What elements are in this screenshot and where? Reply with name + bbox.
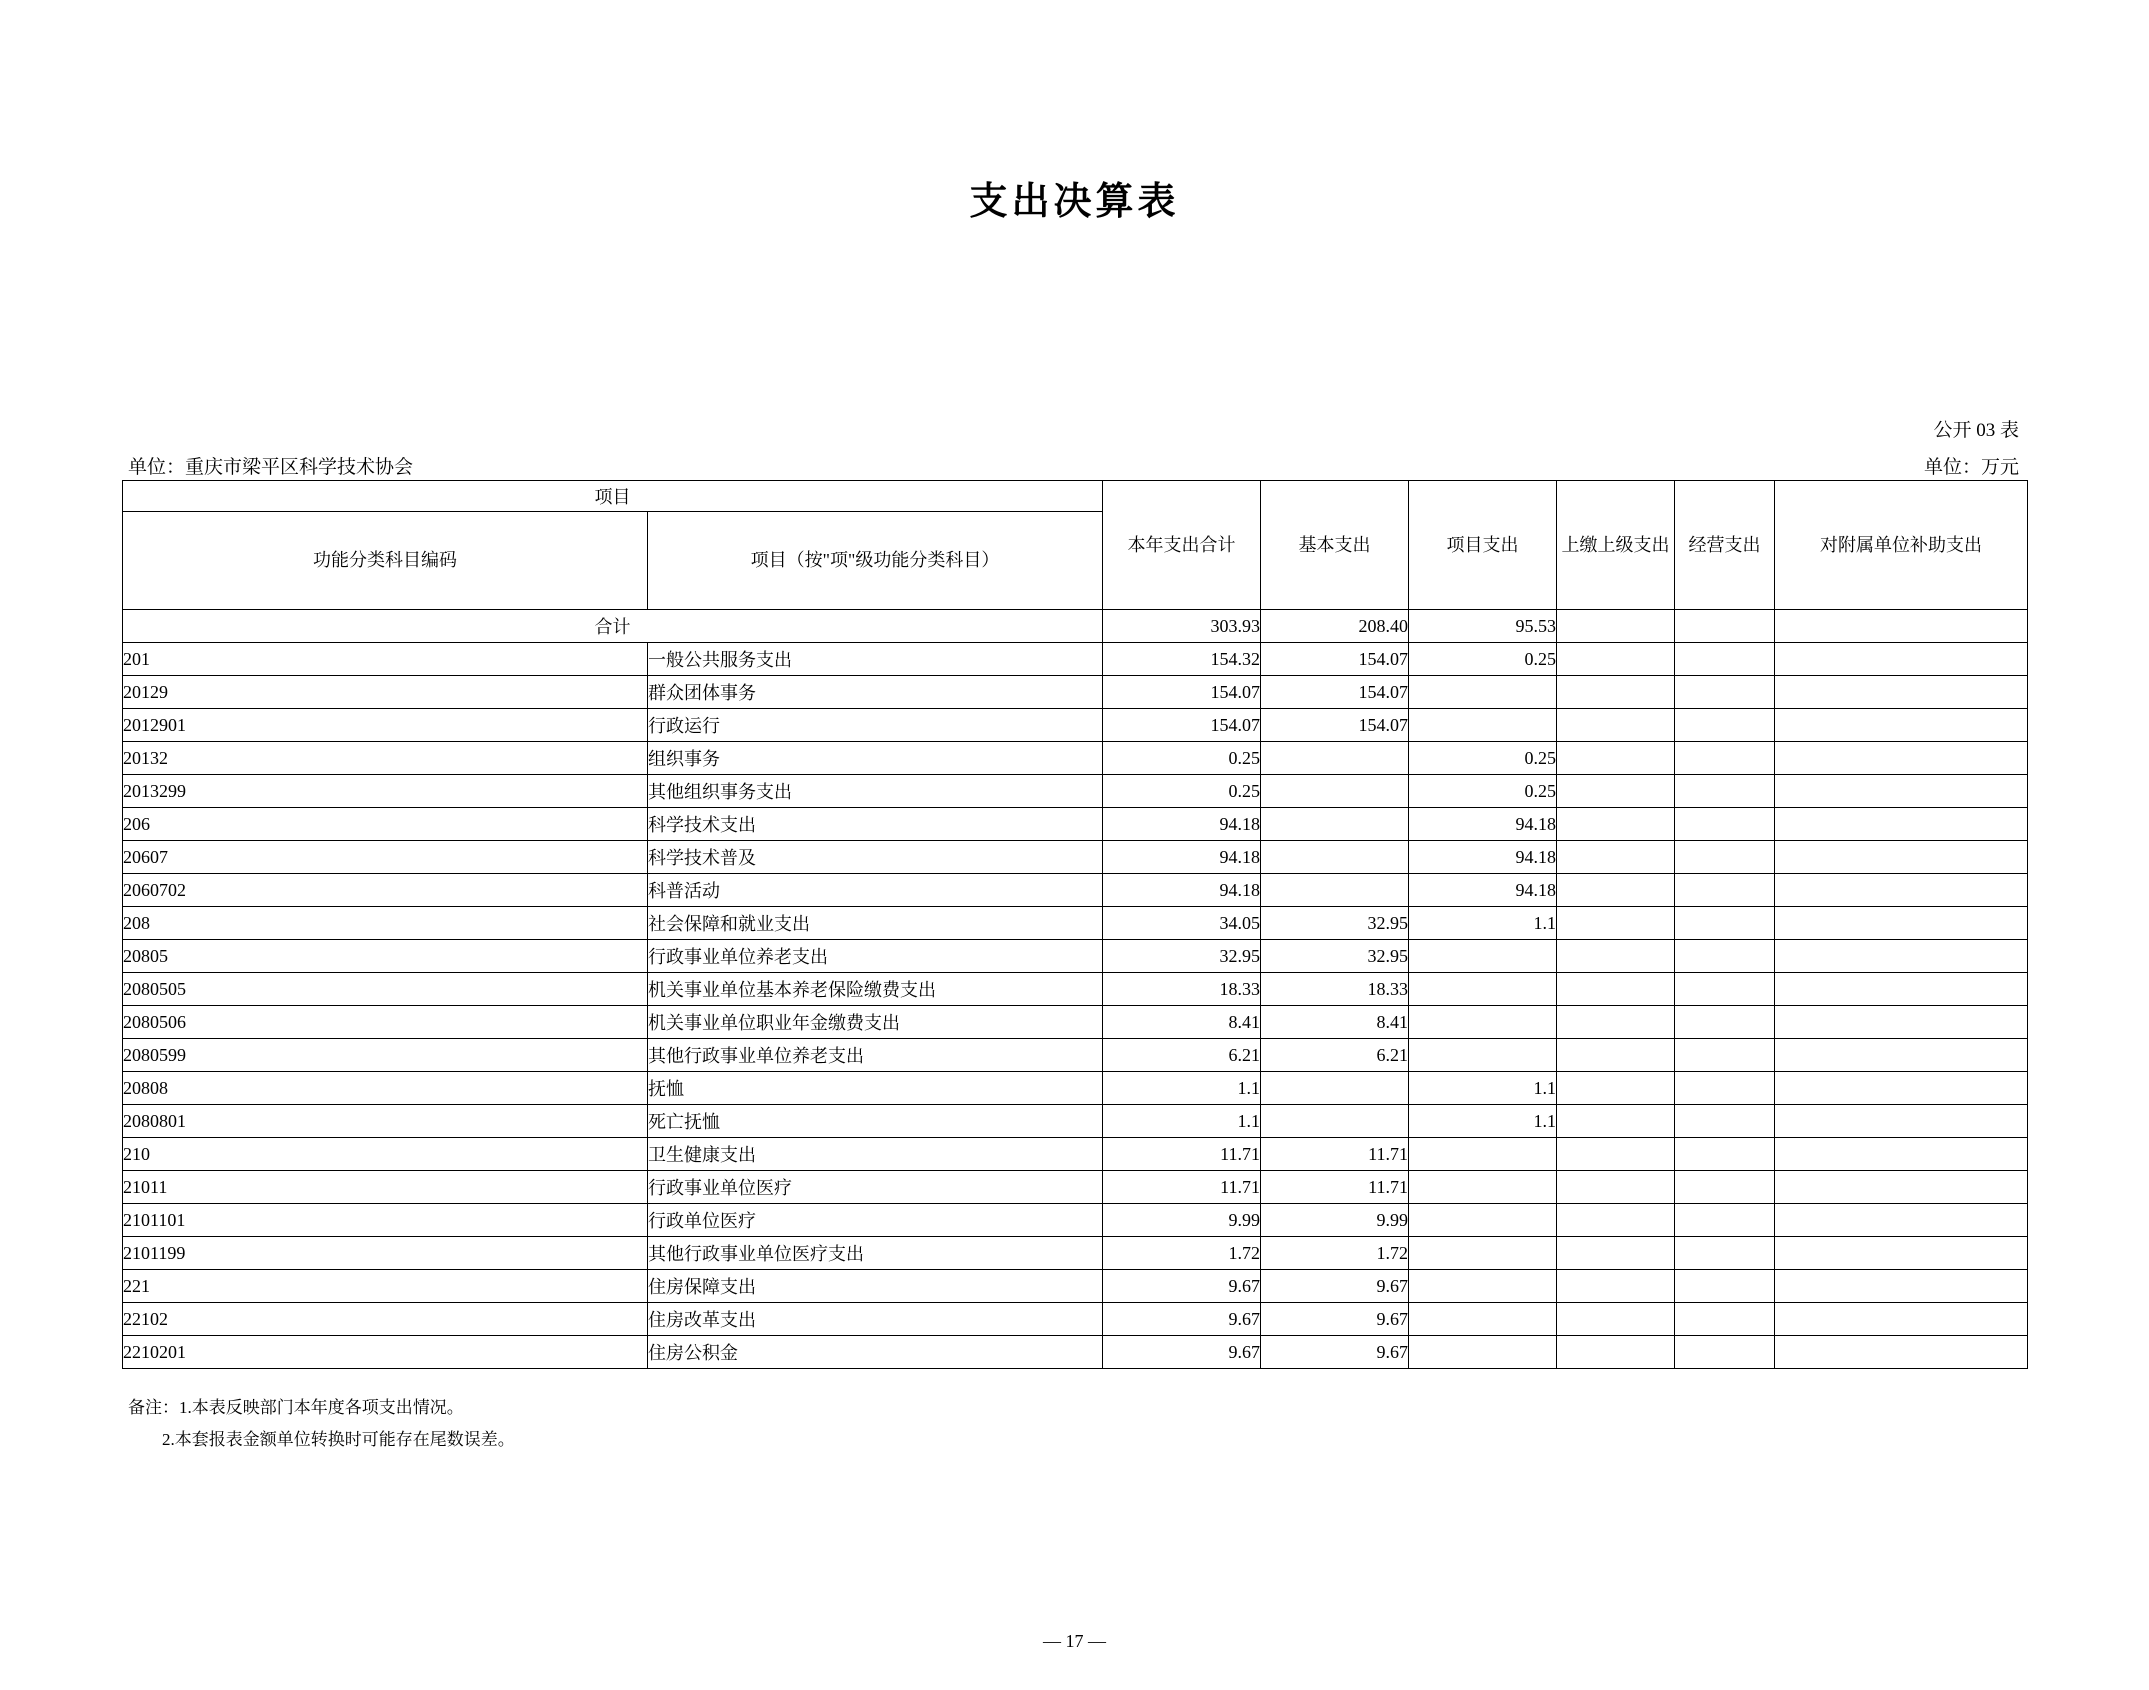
cell-item-name: 机关事业单位职业年金缴费支出 [648,1006,1103,1039]
cell-project [1409,940,1557,973]
cell-project: 1.1 [1409,907,1557,940]
cell-total: 9.67 [1103,1336,1261,1369]
cell-basic [1261,841,1409,874]
cell-item-name: 科普活动 [648,874,1103,907]
cell-operating [1675,907,1775,940]
header-operating: 经营支出 [1675,481,1775,610]
cell-item-name: 社会保障和就业支出 [648,907,1103,940]
cell-project [1409,1237,1557,1270]
document-page [0,170,2149,1690]
header-subsidy: 对附属单位补助支出 [1775,481,2028,610]
cell-operating [1675,610,1775,643]
cell-upper-level [1557,742,1675,775]
cell-basic [1261,874,1409,907]
table-row [123,1303,2028,1336]
cell-item-name: 住房公积金 [648,1336,1103,1369]
cell-subsidy [1775,1204,2028,1237]
cell-function-code: 2101199 [123,1237,648,1270]
cell-basic: 8.41 [1261,1006,1409,1039]
cell-subsidy [1775,709,2028,742]
table-row [123,610,2028,643]
cell-basic: 6.21 [1261,1039,1409,1072]
cell-project [1409,1303,1557,1336]
cell-basic: 18.33 [1261,973,1409,1006]
cell-item-name: 住房改革支出 [648,1303,1103,1336]
table-row [123,808,2028,841]
table-row [123,775,2028,808]
cell-project [1409,709,1557,742]
cell-total: 8.41 [1103,1006,1261,1039]
cell-upper-level [1557,841,1675,874]
cell-project [1409,1171,1557,1204]
cell-basic: 154.07 [1261,709,1409,742]
cell-basic [1261,742,1409,775]
form-label: 公开 03 表 [1933,420,2019,441]
cell-upper-level [1557,874,1675,907]
cell-subsidy [1775,808,2028,841]
cell-total: 9.67 [1103,1303,1261,1336]
cell-operating [1675,1204,1775,1237]
cell-upper-level [1557,1237,1675,1270]
cell-function-code: 2013299 [123,775,648,808]
amount-unit-label: 单位：万元 [1923,457,2019,478]
cell-subsidy [1775,610,2028,643]
cell-operating [1675,841,1775,874]
cell-basic [1261,1105,1409,1138]
cell-function-code: 2080505 [123,973,648,1006]
cell-project [1409,1270,1557,1303]
cell-subsidy [1775,1072,2028,1105]
cell-operating [1675,1105,1775,1138]
cell-subsidy [1775,1237,2028,1270]
cell-subsidy [1775,1171,2028,1204]
cell-basic: 11.71 [1261,1138,1409,1171]
header-upper-level: 上缴上级支出 [1557,481,1675,610]
cell-total: 11.71 [1103,1171,1261,1204]
table-row [123,643,2028,676]
cell-operating [1675,709,1775,742]
cell-project [1409,676,1557,709]
cell-project [1409,1039,1557,1072]
cell-item-name: 群众团体事务 [648,676,1103,709]
cell-item-name: 行政单位医疗 [648,1204,1103,1237]
cell-upper-level [1557,1336,1675,1369]
cell-function-code: 20129 [123,676,648,709]
cell-operating [1675,676,1775,709]
cell-upper-level [1557,1006,1675,1039]
header-total: 本年支出合计 [1103,481,1261,610]
cell-total: 154.07 [1103,676,1261,709]
cell-subsidy [1775,940,2028,973]
cell-operating [1675,742,1775,775]
table-row [123,1270,2028,1303]
table-row [123,1138,2028,1171]
cell-project: 94.18 [1409,808,1557,841]
cell-operating [1675,1138,1775,1171]
cell-function-code: 22102 [123,1303,648,1336]
note-line-1: 备注：1.本表反映部门本年度各项支出情况。 [128,1398,464,1417]
cell-total: 0.25 [1103,775,1261,808]
cell-basic: 9.67 [1261,1303,1409,1336]
cell-operating [1675,1039,1775,1072]
cell-project: 0.25 [1409,775,1557,808]
cell-upper-level [1557,676,1675,709]
table-row [123,973,2028,1006]
cell-operating [1675,1171,1775,1204]
table-row [123,874,2028,907]
cell-function-code: 2060702 [123,874,648,907]
cell-item-name: 科学技术普及 [648,841,1103,874]
cell-subsidy [1775,1105,2028,1138]
cell-project [1409,1006,1557,1039]
cell-function-code: 20805 [123,940,648,973]
cell-upper-level [1557,610,1675,643]
cell-subsidy [1775,775,2028,808]
table-body [123,610,2028,1369]
cell-upper-level [1557,1138,1675,1171]
cell-item-name: 组织事务 [648,742,1103,775]
cell-upper-level [1557,775,1675,808]
cell-project: 0.25 [1409,742,1557,775]
cell-item-name: 卫生健康支出 [648,1138,1103,1171]
cell-subsidy [1775,1303,2028,1336]
cell-basic: 9.99 [1261,1204,1409,1237]
cell-operating [1675,940,1775,973]
header-function-code: 功能分类科目编码 [123,512,648,610]
cell-item-name: 死亡抚恤 [648,1105,1103,1138]
table-row [123,742,2028,775]
cell-function-code: 2080801 [123,1105,648,1138]
cell-total: 18.33 [1103,973,1261,1006]
table-row [123,1204,2028,1237]
cell-total: 154.07 [1103,709,1261,742]
table-row [123,907,2028,940]
table-row [123,940,2028,973]
cell-subsidy [1775,676,2028,709]
cell-item-name: 抚恤 [648,1072,1103,1105]
page-number: — 17 — [1043,1631,1106,1651]
cell-basic [1261,808,1409,841]
cell-upper-level [1557,973,1675,1006]
cell-upper-level [1557,709,1675,742]
cell-item-name: 行政事业单位养老支出 [648,940,1103,973]
cell-item-name: 住房保障支出 [648,1270,1103,1303]
cell-total: 303.93 [1103,610,1261,643]
cell-operating [1675,808,1775,841]
cell-item-name: 一般公共服务支出 [648,643,1103,676]
table-row [123,1006,2028,1039]
cell-project: 0.25 [1409,643,1557,676]
cell-total: 9.99 [1103,1204,1261,1237]
cell-upper-level [1557,1270,1675,1303]
cell-total: 9.67 [1103,1270,1261,1303]
cell-basic: 154.07 [1261,676,1409,709]
cell-project: 1.1 [1409,1105,1557,1138]
cell-function-code: 221 [123,1270,648,1303]
cell-basic [1261,1072,1409,1105]
cell-total: 32.95 [1103,940,1261,973]
header-item-name: 项目（按"项"级功能分类科目） [648,512,1103,610]
organization-label: 单位：重庆市梁平区科学技术协会 [128,457,414,478]
cell-total: 1.72 [1103,1237,1261,1270]
page-title: 支出决算表 [969,181,1180,223]
table-row [123,841,2028,874]
cell-operating [1675,775,1775,808]
cell-basic: 154.07 [1261,643,1409,676]
cell-total: 94.18 [1103,808,1261,841]
cell-upper-level [1557,1105,1675,1138]
cell-function-code: 206 [123,808,648,841]
cell-operating [1675,1336,1775,1369]
cell-total-label: 合计 [123,610,1103,643]
header-group-project: 项目 [123,481,1103,512]
cell-total: 0.25 [1103,742,1261,775]
cell-total: 34.05 [1103,907,1261,940]
table-header-group-row [123,481,2028,512]
cell-operating [1675,973,1775,1006]
table-row [123,1105,2028,1138]
cell-operating [1675,1072,1775,1105]
table-row [123,1039,2028,1072]
cell-project: 94.18 [1409,841,1557,874]
cell-function-code: 20808 [123,1072,648,1105]
cell-upper-level [1557,1171,1675,1204]
table-row [123,1072,2028,1105]
table-notes [128,1392,515,1457]
cell-project [1409,1138,1557,1171]
cell-function-code: 210 [123,1138,648,1171]
cell-operating [1675,874,1775,907]
cell-upper-level [1557,1204,1675,1237]
cell-total: 1.1 [1103,1072,1261,1105]
header-basic: 基本支出 [1261,481,1409,610]
table-row [123,676,2028,709]
cell-item-name: 其他行政事业单位养老支出 [648,1039,1103,1072]
cell-project: 1.1 [1409,1072,1557,1105]
cell-subsidy [1775,973,2028,1006]
table-row [123,1171,2028,1204]
cell-function-code: 2210201 [123,1336,648,1369]
cell-function-code: 2012901 [123,709,648,742]
cell-function-code: 2080599 [123,1039,648,1072]
cell-project [1409,1204,1557,1237]
expenditure-table-wrapper [122,480,2027,1369]
cell-upper-level [1557,643,1675,676]
cell-subsidy [1775,1138,2028,1171]
cell-project: 94.18 [1409,874,1557,907]
cell-subsidy [1775,1270,2028,1303]
cell-subsidy [1775,643,2028,676]
cell-basic: 9.67 [1261,1270,1409,1303]
cell-upper-level [1557,1072,1675,1105]
cell-project [1409,1336,1557,1369]
table-row [123,1336,2028,1369]
header-project-expenditure: 项目支出 [1409,481,1557,610]
cell-basic: 9.67 [1261,1336,1409,1369]
cell-upper-level [1557,808,1675,841]
cell-upper-level [1557,1303,1675,1336]
cell-function-code: 21011 [123,1171,648,1204]
cell-basic: 11.71 [1261,1171,1409,1204]
cell-subsidy [1775,1039,2028,1072]
cell-subsidy [1775,1336,2028,1369]
cell-upper-level [1557,940,1675,973]
cell-item-name: 科学技术支出 [648,808,1103,841]
cell-function-code: 2080506 [123,1006,648,1039]
cell-item-name: 其他组织事务支出 [648,775,1103,808]
cell-basic [1261,775,1409,808]
table-row [123,1237,2028,1270]
cell-subsidy [1775,874,2028,907]
table-head [123,481,2028,610]
cell-project [1409,973,1557,1006]
cell-function-code: 2101101 [123,1204,648,1237]
cell-operating [1675,1237,1775,1270]
cell-upper-level [1557,1039,1675,1072]
cell-subsidy [1775,742,2028,775]
cell-item-name: 行政事业单位医疗 [648,1171,1103,1204]
cell-upper-level [1557,907,1675,940]
expenditure-table [122,480,2028,1369]
cell-function-code: 208 [123,907,648,940]
cell-operating [1675,1303,1775,1336]
cell-basic: 32.95 [1261,940,1409,973]
cell-item-name: 行政运行 [648,709,1103,742]
cell-basic: 1.72 [1261,1237,1409,1270]
cell-total: 94.18 [1103,841,1261,874]
cell-function-code: 20132 [123,742,648,775]
cell-function-code: 20607 [123,841,648,874]
cell-operating [1675,1006,1775,1039]
cell-total: 6.21 [1103,1039,1261,1072]
cell-function-code: 201 [123,643,648,676]
cell-basic: 208.40 [1261,610,1409,643]
cell-item-name: 其他行政事业单位医疗支出 [648,1237,1103,1270]
cell-project: 95.53 [1409,610,1557,643]
cell-total: 154.32 [1103,643,1261,676]
cell-total: 1.1 [1103,1105,1261,1138]
cell-operating [1675,643,1775,676]
table-row [123,709,2028,742]
cell-subsidy [1775,907,2028,940]
cell-total: 11.71 [1103,1138,1261,1171]
cell-subsidy [1775,1006,2028,1039]
cell-item-name: 机关事业单位基本养老保险缴费支出 [648,973,1103,1006]
cell-operating [1675,1270,1775,1303]
note-line-2: 2.本套报表金额单位转换时可能存在尾数误差。 [162,1430,515,1450]
cell-basic: 32.95 [1261,907,1409,940]
cell-total: 94.18 [1103,874,1261,907]
cell-subsidy [1775,841,2028,874]
